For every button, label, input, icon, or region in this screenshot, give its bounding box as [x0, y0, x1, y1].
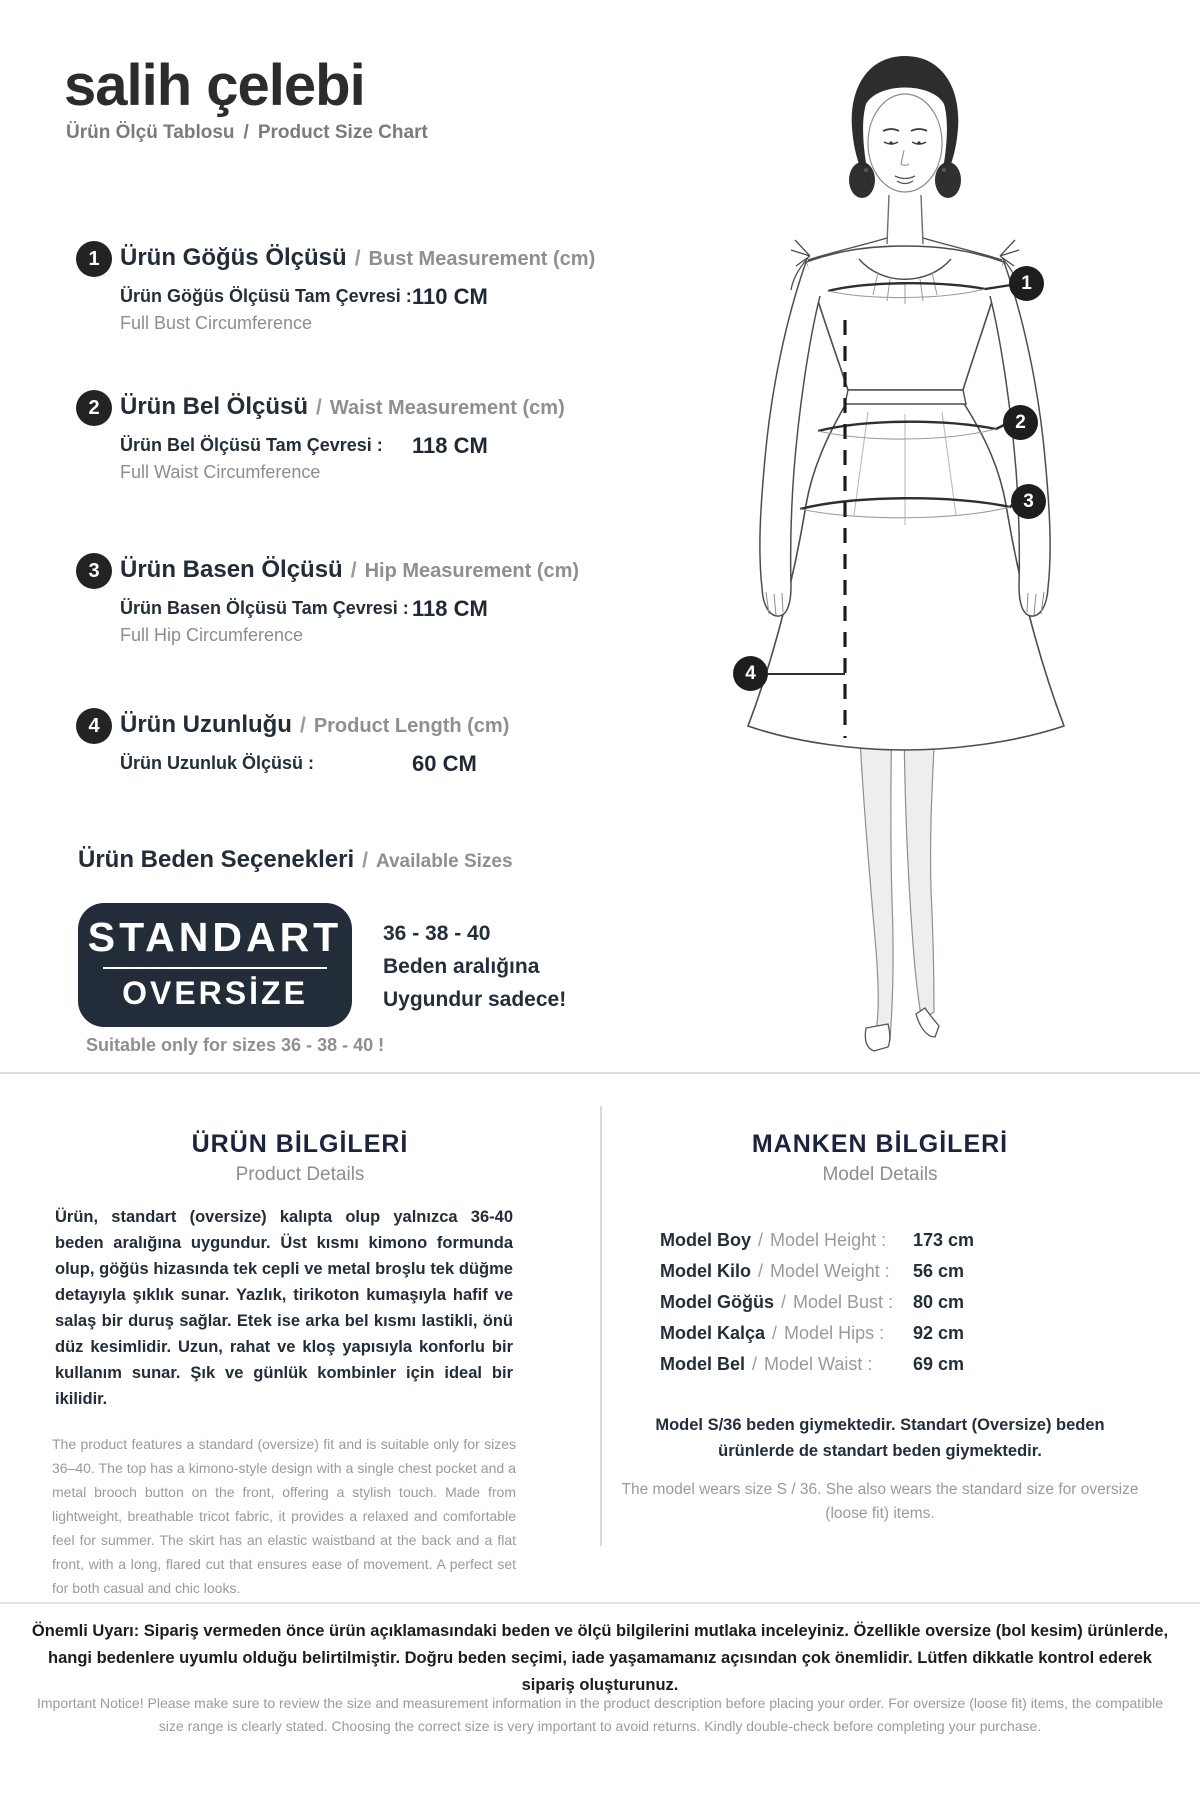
size-badge-standart: STANDART — [87, 914, 343, 960]
model-info-row-bust — [660, 1292, 1100, 1323]
earring — [942, 168, 946, 172]
measurement-title-en: Bust Measurement (cm) — [368, 248, 596, 270]
model-label-en: Model Weight — [770, 1261, 880, 1281]
model-info-heading-tr: MANKEN BİLGİLERİ — [751, 1130, 1009, 1158]
marker-1-bust: 1 — [1009, 266, 1044, 301]
measurement-title-tr: Ürün Göğüs Ölçüsü — [120, 244, 347, 271]
measurement-label-tr: Ürün Göğüs Ölçüsü Tam Çevresi : — [120, 286, 412, 306]
separator: / — [758, 1230, 764, 1250]
page-title — [66, 122, 428, 144]
measurement-title-en: Waist Measurement (cm) — [329, 397, 565, 419]
available-sizes-heading — [78, 846, 513, 874]
marker-3-hip: 3 — [1011, 484, 1046, 519]
measurement-title-tr: Ürün Uzunluğu — [120, 711, 292, 738]
separator: / — [362, 849, 368, 872]
separator: / — [350, 559, 357, 582]
measurement-label-en: Full Waist Circumference — [120, 462, 321, 482]
model-label-en: Model Waist — [764, 1354, 863, 1374]
size-range-line: Uygundur sadece! — [383, 988, 567, 1011]
size-range-line: 36 - 38 - 40 — [383, 922, 491, 945]
separator: / — [354, 247, 361, 270]
colon: : — [884, 1261, 890, 1281]
available-sizes-en: Available Sizes — [375, 851, 513, 872]
page-title-en: Product Size Chart — [257, 122, 428, 143]
colon: : — [867, 1354, 873, 1374]
separator: / — [781, 1292, 787, 1312]
model-info-heading-en: Model Details — [822, 1164, 938, 1185]
legs — [858, 700, 939, 1051]
measurement-title-tr: Ürün Bel Ölçüsü — [120, 393, 309, 420]
measurement-value: 110 CM — [412, 284, 488, 309]
model-label-tr: Model Göğüs — [660, 1292, 774, 1312]
model-illustration — [620, 50, 1180, 1060]
measurement-value-row — [120, 753, 606, 774]
important-notice-en: Important Notice! Please make sure to review the size and measurement information in the product description before placing your order. For oversize (loose fit) items, the compatible size range is clearly stated. Choosing the correct size is very important to avoid returns. Kindly double-check before completing your purchase. — [37, 1695, 1163, 1734]
product-description-en: The product features a standard (oversize) fit and is suitable only for sizes 36–40. The top has a kimono-style design with a single chest pocket and a metal brooch button on the front, offering a stylish touch. Made from lightweight, breathable tricot fabric, it provides a relaxed and comfortable feel for summer. The skirt has an elastic waistband at the back and a flat front, with a long, flared cut that ensures ease of movement. A perfect set for both casual and chic looks. — [52, 1436, 516, 1596]
size-badge-divider — [103, 967, 327, 969]
size-range-line: Beden aralığına — [383, 955, 540, 978]
measurement-title-en: Hip Measurement (cm) — [364, 560, 580, 582]
number-3-badge: 3 — [76, 553, 112, 589]
model-value: 173 cm — [913, 1230, 975, 1250]
marker-2-waist: 2 — [1003, 405, 1038, 440]
eye — [917, 141, 920, 144]
measurement-value-row — [120, 598, 606, 619]
bodice — [806, 246, 1004, 390]
earring — [864, 168, 868, 172]
separator: / — [772, 1323, 778, 1343]
number-1-badge: 1 — [76, 241, 112, 277]
size-range-note — [383, 917, 566, 1016]
measurement-title — [120, 241, 606, 272]
model-label-en: Model Bust — [793, 1292, 884, 1312]
measurement-section-waist — [76, 390, 606, 483]
separator: / — [758, 1261, 764, 1281]
model-note-tr: Model S/36 beden giymektedir. Standart (Oversize) beden ürünlerde de standart beden giymektedir. — [655, 1416, 1105, 1460]
model-label-en: Model Height — [770, 1230, 877, 1250]
measurement-section-bust — [76, 241, 606, 334]
waistband — [845, 390, 966, 404]
section-divider — [0, 1072, 1200, 1074]
number-4-badge: 4 — [76, 708, 112, 744]
model-info-row-height — [660, 1230, 1100, 1261]
model-value: 80 cm — [913, 1292, 965, 1312]
measurement-value-row — [120, 286, 606, 307]
measurement-value: 118 CM — [412, 596, 488, 621]
measurement-value-row — [120, 435, 606, 456]
measurement-title — [120, 708, 606, 739]
model-label-tr: Model Kilo — [660, 1261, 751, 1281]
footer-divider — [0, 1602, 1200, 1604]
model-info-table — [660, 1230, 1100, 1385]
product-info-heading-en: Product Details — [235, 1164, 365, 1185]
measurement-section-hip — [76, 553, 606, 646]
page-title-tr: Ürün Ölçü Tablosu — [66, 122, 235, 143]
brand-logo: salih çelebi — [64, 53, 365, 118]
measurement-label-en: Full Hip Circumference — [120, 625, 304, 645]
product-info-heading-tr: ÜRÜN BİLGİLERİ — [191, 1130, 409, 1158]
model-label-en: Model Hips — [784, 1323, 875, 1343]
marker-4-length: 4 — [733, 656, 768, 691]
model-value: 69 cm — [913, 1354, 965, 1374]
measurement-title — [120, 390, 606, 421]
measurement-label-en: Full Bust Circumference — [120, 313, 313, 333]
separator: / — [316, 396, 322, 419]
colon: : — [888, 1292, 894, 1312]
available-sizes-tr: Ürün Beden Seçenekleri — [78, 846, 355, 873]
colon: : — [879, 1323, 885, 1343]
measurement-title-en: Product Length (cm) — [313, 715, 510, 737]
colon: : — [881, 1230, 887, 1250]
measurement-body — [120, 390, 606, 483]
measurement-title — [120, 553, 606, 584]
model-info-row-hips — [660, 1323, 1100, 1354]
measurement-value: 118 CM — [412, 433, 488, 458]
size-type-badge — [78, 903, 352, 1027]
eye — [889, 141, 892, 144]
measurement-value: 60 CM — [412, 751, 477, 776]
important-notice-tr: Önemli Uyarı: Sipariş vermeden önce ürün açıklamasındaki beden ve ölçü bilgilerini mutlaka inceleyiniz. Özellikle oversize (bol kesim) ürünlerde, hangi bedenlere uyumlu olduğu belirtilmiştir. Doğru beden seçimi, iade yaşamamanız açısından çok önemlidir. Lütfen dikkatle kontrol ederek sipariş oluşturunuz. — [31, 1622, 1169, 1694]
model-note-en: The model wears size S / 36. She also wears the standard size for oversize (loose fit) items. — [621, 1481, 1139, 1522]
model-label-tr: Model Bel — [660, 1354, 746, 1374]
measurement-body — [120, 553, 606, 646]
model-label-tr: Model Kalça — [660, 1323, 766, 1343]
separator: / — [752, 1354, 758, 1374]
product-description-tr: Ürün, standart (oversize) kalıpta olup yalnızca 36-40 beden aralığına uygundur. Üst kısmı kimono formunda olup, göğüs hizasında tek cepli ve metal broşlu tek düğme detayıyla şıklık sunar. Yazlık, tirikoton kumaşıyla hafif ve salaş bir duruş sağlar. Etek ise arka bel kısmı lastikli, önü düz kesimlidir. Uzun, rahat ve kloş yapısıyla konforlu bir kullanım sunar. Şık ve günlük kombinler için ideal bir ikilidir. — [55, 1208, 513, 1408]
model-value: 56 cm — [913, 1261, 965, 1281]
separator: / — [243, 122, 249, 143]
number-2-badge: 2 — [76, 390, 112, 426]
measurement-body — [120, 708, 606, 774]
size-footnote: Suitable only for sizes 36 - 38 - 40 ! — [86, 1035, 385, 1055]
measurement-label-tr: Ürün Basen Ölçüsü Tam Çevresi : — [120, 598, 409, 618]
model-info-row-weight — [660, 1261, 1100, 1292]
measurement-label-tr: Ürün Uzunluk Ölçüsü : — [120, 753, 315, 773]
size-badge-oversize: OVERSİZE — [122, 975, 308, 1011]
measurement-title-tr: Ürün Basen Ölçüsü — [120, 556, 343, 583]
measurement-section-length — [76, 708, 606, 774]
face — [868, 94, 942, 192]
model-info-row-waist — [660, 1354, 1100, 1385]
measurement-body — [120, 241, 606, 334]
model-value: 92 cm — [913, 1323, 965, 1343]
measurement-label-tr: Ürün Bel Ölçüsü Tam Çevresi : — [120, 435, 383, 455]
separator: / — [299, 714, 306, 737]
model-label-tr: Model Boy — [660, 1230, 752, 1250]
